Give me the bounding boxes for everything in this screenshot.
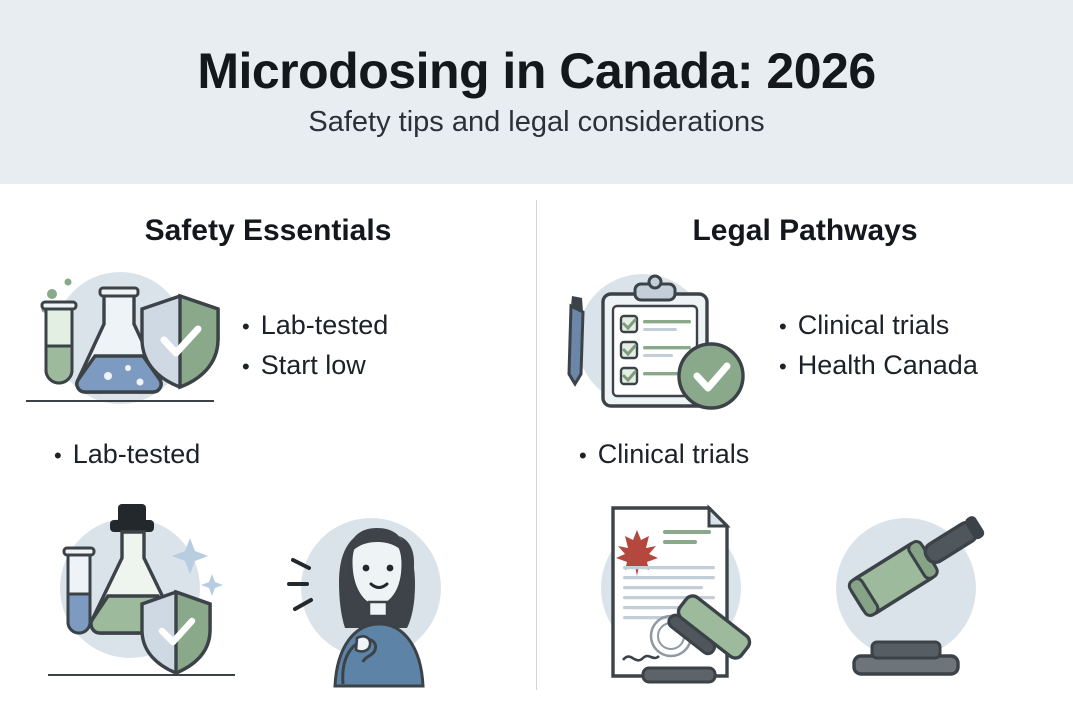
column-title-safety: Safety Essentials <box>144 214 392 247</box>
bullet-marker-icon: • <box>579 443 587 468</box>
column-legal-pathways <box>537 184 1073 720</box>
safety-bullet-list <box>232 309 536 382</box>
list-item <box>242 309 536 341</box>
list-item-label: Start low <box>260 350 366 380</box>
bullet-marker-icon: • <box>779 313 787 339</box>
person-thinking-illustration <box>273 496 494 686</box>
content-area <box>0 184 1073 720</box>
list-item <box>779 309 1073 341</box>
illustration-baseline <box>48 674 235 676</box>
bullet-marker-icon: • <box>242 313 250 339</box>
flask-shield-sparkle-illustration <box>42 496 263 686</box>
list-item-label: Clinical trials <box>597 439 750 469</box>
bullet-marker-icon: • <box>779 354 787 379</box>
list-item-label: Clinical trials <box>797 309 950 340</box>
page-subtitle: Safety tips and legal considerations <box>308 106 765 139</box>
list-item-label: Health Canada <box>797 350 978 380</box>
legal-bullet-list <box>769 309 1073 382</box>
list-item <box>242 349 536 381</box>
legal-lower-illustrations <box>537 496 1073 686</box>
safety-upper-block <box>0 260 536 430</box>
page-title: Microdosing in Canada: 2026 <box>197 43 876 100</box>
safety-lower-illustrations <box>0 496 536 686</box>
safety-mid-bullet <box>54 439 200 470</box>
column-safety-essentials <box>0 184 536 720</box>
list-item <box>779 349 1073 381</box>
clipboard-checklist-illustration <box>537 260 769 430</box>
legal-mid-bullet <box>579 439 749 470</box>
gavel-illustration <box>810 496 1031 686</box>
bullet-marker-icon: • <box>242 354 250 379</box>
illustration-baseline <box>26 400 214 402</box>
column-title-legal: Legal Pathways <box>692 214 918 247</box>
bullet-marker-icon: • <box>54 443 62 468</box>
header-banner <box>0 0 1073 184</box>
list-item-label: Lab-tested <box>72 439 201 469</box>
beaker-flask-shield-illustration <box>0 260 232 430</box>
list-item-label: Lab-tested <box>260 309 389 340</box>
legal-upper-block <box>537 260 1073 430</box>
canada-document-gavel-illustration <box>579 496 800 686</box>
